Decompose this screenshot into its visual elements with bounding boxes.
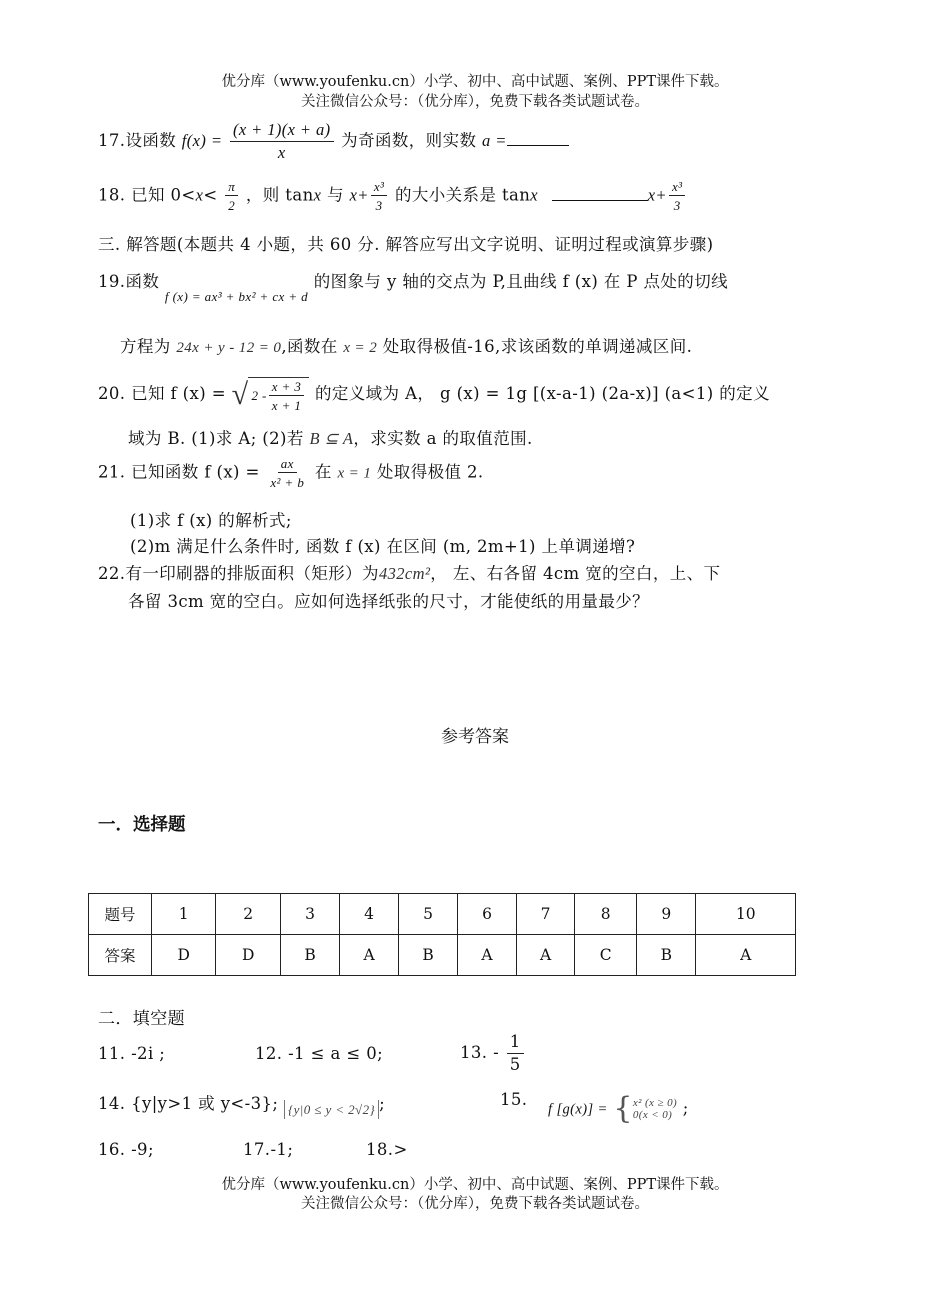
q18-answer-blank <box>552 200 648 201</box>
q18-x3-b: x³ <box>669 180 685 196</box>
a15-case-2: 0(x < 0) <box>632 1109 673 1121</box>
q17-a-eq: a = <box>482 131 507 150</box>
footer-line-2: 关注微信公众号：（优分库），免费下载各类试题试卷。 <box>301 1196 649 1212</box>
a14-set: {y|0 ≤ y < 2√2} <box>284 1100 379 1119</box>
question-22-line-2: 各留 3cm 宽的空白。应如何选择纸张的尺寸，才能使纸的用量最少？ <box>128 592 650 611</box>
answer-12: 12. -1 ≤ a ≤ 0; <box>255 1044 384 1063</box>
q19-text-2b: ,函数在 <box>281 337 338 356</box>
a15-cases <box>633 1097 677 1121</box>
q20-fraction <box>269 380 305 412</box>
answer-15-label: 15. <box>500 1090 528 1109</box>
q21-x-eq-1: x = 1 <box>337 465 372 482</box>
q22-text-1a: 22.有一印刷器的排版面积（矩形）为 <box>98 564 379 583</box>
q20-sqrt <box>232 377 310 412</box>
answer-table <box>88 893 796 976</box>
q17-prefix: 17.设函数 <box>98 131 177 150</box>
q19-text-1: 的图象与 y 轴的交点为 P,且曲线 f (x) 在 P 点处的切线 <box>313 272 728 291</box>
q18-x: x <box>195 185 204 205</box>
q22-text-1b: ， 左、右各留 4cm 宽的空白，上、下 <box>430 564 721 583</box>
a14-end: ; <box>379 1094 386 1113</box>
footer-line-1: 优分库（www.youfenku.cn）小学、初中、高中试题、案例、PPT课件下载。 <box>221 1177 729 1193</box>
table-cell: B <box>398 935 457 976</box>
table-cell: 8 <box>575 894 637 935</box>
table-cell: A <box>516 935 575 976</box>
question-20-line-1 <box>98 377 770 412</box>
answer-15 <box>548 1091 689 1126</box>
section-1-heading: 一．选择题 <box>98 815 186 835</box>
q18-prefix: 18. 已知 0< <box>98 185 196 205</box>
a15-end: ; <box>682 1098 689 1118</box>
table-cell: B <box>280 935 339 976</box>
question-22-line-1 <box>98 560 720 584</box>
section-3-heading: 三. 解答题(本题共 4 小题，共 60 分. 解答应写出文字说明、证明过程或演算步骤) <box>98 235 714 254</box>
q18-xplus-2: x+ <box>647 185 667 205</box>
a14-text: 14. {y|y>1 或 y<-3}; <box>98 1094 279 1113</box>
q18-three-b: 3 <box>673 198 681 213</box>
table-row-answers <box>89 935 796 976</box>
q19-text-2a: 方程为 <box>120 337 171 356</box>
answers-title: 参考答案 <box>441 727 509 747</box>
q21-suffix: 处取得极值 2. <box>376 462 484 482</box>
table-cell: D <box>152 935 216 976</box>
table-cell: B <box>637 935 696 976</box>
q17-text: 为奇函数，则实数 <box>341 131 477 150</box>
q18-lt: < <box>203 185 218 205</box>
table-cell: 3 <box>280 894 339 935</box>
q19-prefix: 19.函数 <box>98 272 160 291</box>
brace-icon: { <box>613 1091 633 1126</box>
q17-answer-blank <box>507 145 569 146</box>
a13-numerator: 1 <box>507 1034 524 1054</box>
q19-x-eq-2: x = 2 <box>343 340 378 356</box>
question-19-line-2 <box>120 333 692 357</box>
a13-denominator: 5 <box>509 1054 521 1074</box>
table-cell: A <box>340 935 399 976</box>
q17-denominator: x <box>277 142 286 162</box>
q17-fx: f(x) = <box>181 131 223 150</box>
q19-formula: f (x) = ax³ + bx² + cx + d <box>164 289 309 304</box>
answer-14 <box>98 1090 386 1117</box>
header-line-1: 优分库（www.youfenku.cn）小学、初中、高中试题、案例、PPT课件下载。 <box>221 74 729 90</box>
q20-text-2b: ，求实数 a 的取值范围. <box>353 429 533 448</box>
q21-fraction <box>267 457 307 489</box>
answer-13 <box>460 1034 526 1073</box>
a15-lhs: f [g(x)] = <box>548 1101 608 1118</box>
table-cell: 4 <box>340 894 399 935</box>
q21-numerator: ax <box>278 457 297 473</box>
q21-part-2: (2)m 满足什么条件时, 函数 f (x) 在区间 (m, 2m+1) 上单调递增? <box>130 537 636 556</box>
table-cell: 6 <box>458 894 517 935</box>
q18-text-2: 的大小关系是 tan <box>394 185 531 205</box>
q21-prefix: 21. 已知函数 f (x) = <box>98 462 260 482</box>
q18-and: 与 <box>327 185 344 205</box>
q19-text-2c: 处取得极值-16,求该函数的单调递减区间. <box>382 337 693 356</box>
question-18 <box>98 180 687 212</box>
q20-prefix: 20. 已知 f (x) = <box>98 384 226 403</box>
table-cell: 10 <box>696 894 796 935</box>
q18-x-2: x <box>313 185 322 205</box>
a13-prefix: 13. - <box>460 1043 500 1062</box>
q21-text-mid: 在 <box>314 462 332 482</box>
a15-case-1: x² (x ≥ 0) <box>632 1097 678 1109</box>
q22-area: 432cm² <box>378 564 431 583</box>
q17-fraction <box>230 122 334 161</box>
q21-part-1: (1)求 f (x) 的解析式; <box>130 511 292 530</box>
q20-numerator: x + 3 <box>269 380 305 396</box>
q18-pi: π <box>225 180 238 196</box>
q18-x-3: x <box>530 185 539 205</box>
q20-denominator: x + 1 <box>271 398 302 413</box>
q18-pi-over-2 <box>225 180 238 212</box>
q19-tangent-eq: 24x + y - 12 = 0 <box>176 340 282 356</box>
q18-x3-over-3-a <box>371 180 387 212</box>
q18-text-1: ，则 tan <box>245 185 314 205</box>
q18-x3-a: x³ <box>371 180 387 196</box>
table-cell: 2 <box>216 894 280 935</box>
table-header-cell: 答案 <box>89 935 152 976</box>
q21-denominator: x² + b <box>270 475 305 490</box>
q18-three-a: 3 <box>375 198 383 213</box>
q17-numerator: (x + 1)(x + a) <box>230 122 334 142</box>
table-cell: C <box>575 935 637 976</box>
section-2-heading: 二．填空题 <box>98 1009 185 1029</box>
table-header-cell: 题号 <box>89 894 152 935</box>
a13-fraction <box>507 1034 524 1073</box>
table-cell: 1 <box>152 894 216 935</box>
table-cell: D <box>216 935 280 976</box>
table-cell: A <box>458 935 517 976</box>
table-cell: A <box>696 935 796 976</box>
answer-11: 11. -2i ; <box>98 1044 166 1063</box>
answer-16: 16. -9; <box>98 1140 154 1159</box>
q20-text-1: 的定义域为 A， g (x) = 1g [(x-a-1) (2a-x)] (a<1) 的定义 <box>314 384 770 403</box>
answer-18: 18.> <box>366 1140 408 1159</box>
table-row-numbers <box>89 894 796 935</box>
header-line-2: 关注微信公众号：（优分库），免费下载各类试题试卷。 <box>301 94 649 110</box>
q20-subset: B ⊆ A <box>309 429 354 448</box>
q18-x3-over-3-b <box>669 180 685 212</box>
question-17 <box>98 122 569 161</box>
q20-text-2a: 域为 B. (1)求 A; (2)若 <box>128 429 304 448</box>
question-19-line-1 <box>98 268 728 304</box>
table-cell: 9 <box>637 894 696 935</box>
sqrt-icon: √ <box>231 377 249 411</box>
answer-17: 17.-1; <box>243 1140 294 1159</box>
table-cell: 7 <box>516 894 575 935</box>
q18-two: 2 <box>228 198 236 213</box>
q18-xplus-1: x+ <box>349 185 369 205</box>
q20-sqrt-body <box>248 377 309 412</box>
question-21 <box>98 457 484 489</box>
question-20-line-2 <box>128 425 533 449</box>
q20-two-minus: 2 - <box>251 388 267 403</box>
table-cell: 5 <box>398 894 457 935</box>
a15-piecewise <box>613 1091 678 1126</box>
